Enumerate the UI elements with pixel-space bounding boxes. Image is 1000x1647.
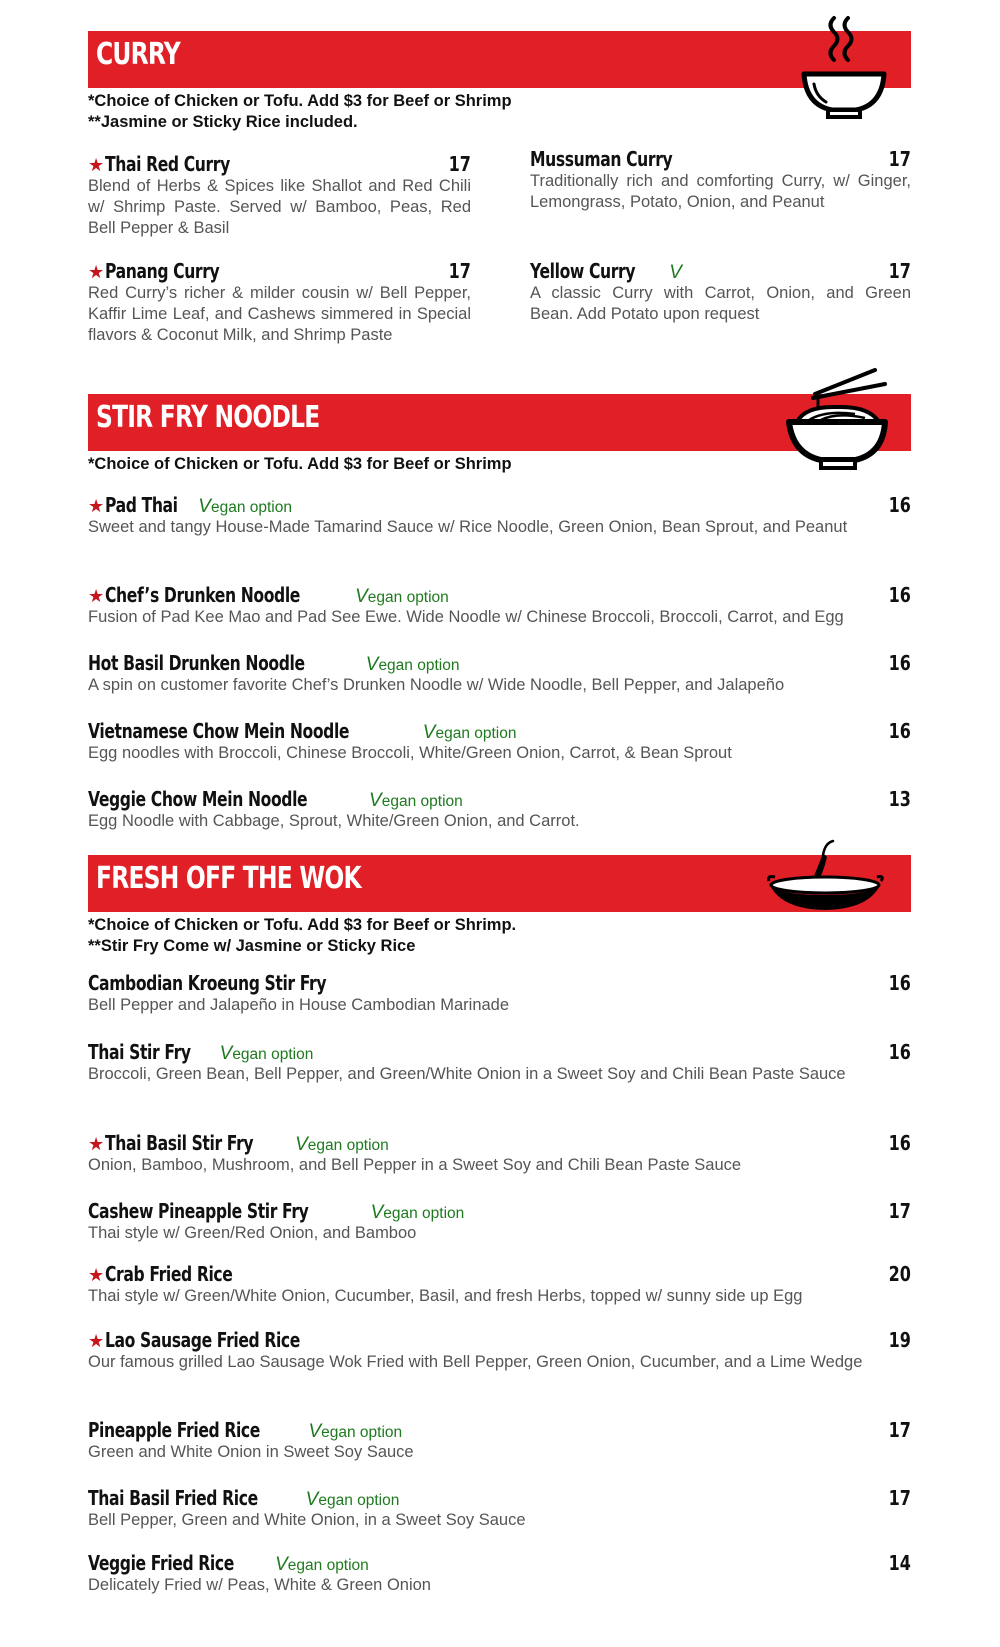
item-description: Bell Pepper, Green and White Onion, in a Sweet Soy Sauce bbox=[88, 1511, 526, 1529]
item-price: 14 bbox=[888, 1551, 911, 1575]
menu-item bbox=[530, 147, 911, 213]
star-icon: ★ bbox=[88, 496, 105, 516]
wok-chili-icon bbox=[765, 835, 890, 910]
vegan-tag: Vegan option bbox=[308, 1421, 403, 1442]
item-price: 17 bbox=[888, 1199, 911, 1223]
item-description: Traditionally rich and comforting Curry, w/ Ginger, Lemongrass, Potato, Onion, and Peanut bbox=[530, 172, 911, 211]
item-description: Sweet and tangy House-Made Tamarind Sauce w/ Rice Noodle, Green Onion, Bean Sprout, and Peanut bbox=[88, 518, 848, 536]
item-price: 16 bbox=[888, 1040, 911, 1064]
menu-item bbox=[88, 787, 911, 832]
menu-item bbox=[88, 651, 911, 696]
item-description: Onion, Bamboo, Mushroom, and Bell Pepper in a Sweet Soy and Chili Bean Paste Sauce bbox=[88, 1156, 742, 1174]
item-name: Thai Stir Fry bbox=[88, 1040, 191, 1064]
item-name: Lao Sausage Fried Rice bbox=[105, 1328, 301, 1352]
item-name: Pineapple Fried Rice bbox=[88, 1418, 260, 1442]
item-description: Egg noodles with Broccoli, Chinese Broccoli, White/Green Onion, Carrot, & Bean Sprout bbox=[88, 744, 732, 762]
item-price: 17 bbox=[888, 1486, 911, 1510]
section-note: *Choice of Chicken or Tofu. Add $3 for Beef or Shrimp. bbox=[88, 916, 517, 934]
item-price: 17 bbox=[888, 147, 911, 171]
noodle-bowl-chopsticks-icon bbox=[785, 362, 890, 472]
menu-item bbox=[88, 493, 911, 538]
item-description: Our famous grilled Lao Sausage Wok Fried with Bell Pepper, Green Onion, Cucumber, and a Lime Wedge bbox=[88, 1353, 863, 1371]
vegan-tag: Vegan option bbox=[422, 722, 517, 743]
menu-item bbox=[88, 1131, 911, 1176]
item-name: Chef’s Drunken Noodle bbox=[105, 583, 301, 607]
section-title: FRESH OFF THE WOK bbox=[96, 861, 361, 896]
vegan-tag: Vegan option bbox=[365, 654, 460, 675]
item-name: Vietnamese Chow Mein Noodle bbox=[88, 719, 350, 743]
star-icon: ★ bbox=[88, 1331, 105, 1351]
menu-item bbox=[88, 1486, 911, 1531]
item-price: 16 bbox=[888, 719, 911, 743]
item-name: Yellow Curry bbox=[530, 259, 636, 283]
section-title: CURRY bbox=[96, 37, 180, 72]
star-icon: ★ bbox=[88, 1134, 105, 1154]
item-description: Green and White Onion in Sweet Soy Sauce bbox=[88, 1443, 414, 1461]
item-description: Egg Noodle with Cabbage, Sprout, White/Green Onion, and Carrot. bbox=[88, 812, 580, 830]
item-price: 20 bbox=[888, 1262, 911, 1286]
section-note: *Choice of Chicken or Tofu. Add $3 for Beef or Shrimp bbox=[88, 92, 512, 110]
item-price: 17 bbox=[888, 259, 911, 283]
item-description: Broccoli, Green Bean, Bell Pepper, and Green/White Onion in a Sweet Soy and Chili Bean Paste Sauce bbox=[88, 1065, 846, 1083]
item-price: 16 bbox=[888, 651, 911, 675]
item-description: Bell Pepper and Jalapeño in House Cambodian Marinade bbox=[88, 996, 510, 1014]
vegan-tag: Vegan option bbox=[370, 1202, 465, 1223]
vegan-tag: Vegan option bbox=[219, 1043, 314, 1064]
menu-item bbox=[88, 1199, 911, 1244]
item-description: Blend of Herbs & Spices like Shallot and Red Chili w/ Shrimp Paste. Served w/ Bamboo, Peas, Red Bell Pepper & Basil bbox=[88, 177, 471, 237]
menu-item bbox=[88, 1040, 911, 1085]
menu-item bbox=[88, 152, 471, 239]
item-price: 17 bbox=[448, 152, 471, 176]
star-icon: ★ bbox=[88, 262, 105, 282]
item-price: 17 bbox=[448, 259, 471, 283]
menu-item bbox=[88, 1418, 911, 1463]
item-price: 13 bbox=[888, 787, 911, 811]
item-description: Fusion of Pad Kee Mao and Pad See Ewe. Wide Noodle w/ Chinese Broccoli, Broccoli, Carrot, and Egg bbox=[88, 608, 844, 626]
section-note: **Stir Fry Come w/ Jasmine or Sticky Rice bbox=[88, 937, 416, 955]
item-name: Veggie Fried Rice bbox=[88, 1551, 234, 1575]
section-note: **Jasmine or Sticky Rice included. bbox=[88, 113, 358, 131]
section-note: *Choice of Chicken or Tofu. Add $3 for Beef or Shrimp bbox=[88, 455, 512, 473]
section-title: STIR FRY NOODLE bbox=[96, 400, 320, 435]
item-price: 17 bbox=[888, 1418, 911, 1442]
item-price: 16 bbox=[888, 493, 911, 517]
item-description: Delicately Fried w/ Peas, White & Green Onion bbox=[88, 1576, 431, 1594]
item-price: 16 bbox=[888, 583, 911, 607]
vegan-tag: Vegan option bbox=[369, 790, 463, 811]
item-name: Crab Fried Rice bbox=[105, 1262, 233, 1286]
vegan-tag: Vegan option bbox=[275, 1554, 369, 1575]
vegan-tag: Vegan option bbox=[355, 586, 449, 607]
item-price: 16 bbox=[888, 1131, 911, 1155]
item-name: Cashew Pineapple Stir Fry bbox=[88, 1199, 309, 1223]
item-price: 16 bbox=[888, 971, 911, 995]
item-name: Thai Basil Stir Fry bbox=[105, 1131, 254, 1155]
item-description: Red Curry’s richer & milder cousin w/ Bell Pepper, Kaffir Lime Leaf, and Cashews simmered in Special flavors & Coconut Milk, and Shrimp Paste bbox=[88, 284, 471, 344]
item-name: Pad Thai bbox=[105, 493, 178, 517]
item-name: Cambodian Kroeung Stir Fry bbox=[88, 971, 327, 995]
menu-item bbox=[88, 259, 471, 346]
item-name: Mussuman Curry bbox=[530, 147, 673, 171]
item-name: Veggie Chow Mein Noodle bbox=[88, 787, 308, 811]
vegan-tag: Vegan option bbox=[295, 1134, 389, 1155]
vegan-tag: Vegan option bbox=[198, 496, 292, 517]
item-name: Thai Basil Fried Rice bbox=[88, 1486, 258, 1510]
item-name: Panang Curry bbox=[105, 259, 220, 283]
menu-item bbox=[88, 1328, 911, 1373]
menu-item bbox=[530, 259, 911, 325]
vegan-tag: V bbox=[669, 262, 682, 283]
menu-item bbox=[88, 971, 911, 1016]
item-description: A classic Curry with Carrot, Onion, and Green Bean. Add Potato upon request bbox=[530, 284, 911, 323]
star-icon: ★ bbox=[88, 155, 105, 175]
vegan-tag: Vegan option bbox=[305, 1489, 400, 1510]
item-name: Thai Red Curry bbox=[105, 152, 231, 176]
star-icon: ★ bbox=[88, 1265, 105, 1285]
menu-item bbox=[88, 583, 911, 628]
menu-item bbox=[88, 719, 911, 764]
steaming-bowl-icon bbox=[800, 10, 890, 125]
star-icon: ★ bbox=[88, 586, 105, 606]
item-price: 19 bbox=[888, 1328, 911, 1352]
item-description: Thai style w/ Green/Red Onion, and Bamboo bbox=[88, 1224, 417, 1242]
menu-item bbox=[88, 1551, 911, 1596]
menu-item bbox=[88, 1262, 911, 1307]
item-name: Hot Basil Drunken Noodle bbox=[88, 651, 305, 675]
item-description: A spin on customer favorite Chef’s Drunken Noodle w/ Wide Noodle, Bell Pepper, and Jalapeño bbox=[88, 676, 785, 694]
section-header-bar bbox=[88, 31, 911, 88]
item-description: Thai style w/ Green/White Onion, Cucumber, Basil, and fresh Herbs, topped w/ sunny side up Egg bbox=[88, 1287, 803, 1305]
